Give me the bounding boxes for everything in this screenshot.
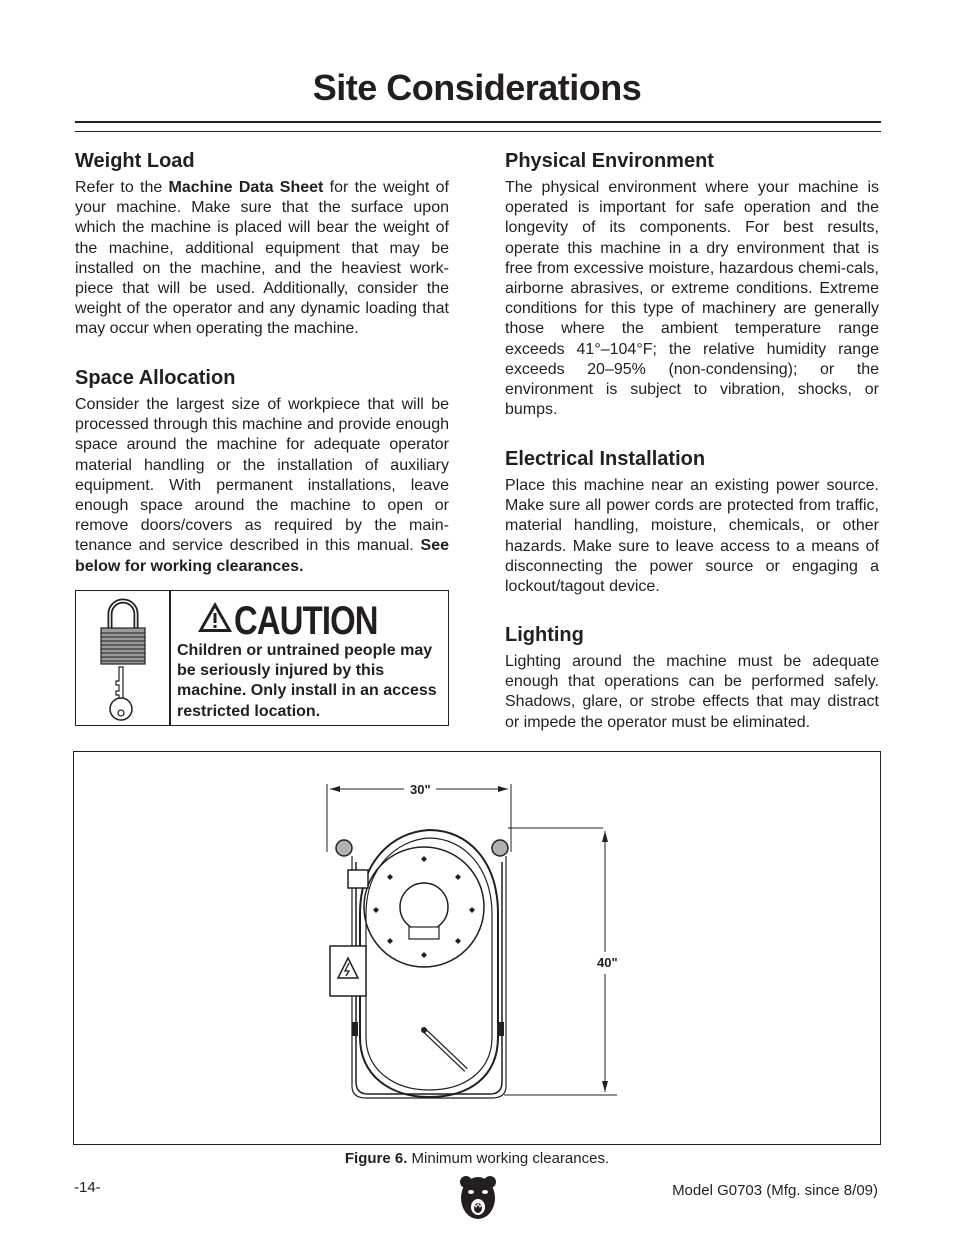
caution-divider: [169, 591, 171, 725]
width-dimension-label: 30": [410, 782, 431, 797]
physical-environment-heading: Physical Environment: [505, 150, 714, 172]
clearances-note: See below for working clearances.: [75, 537, 449, 575]
caution-box: [75, 590, 449, 726]
page-number: -14-: [74, 1179, 101, 1196]
machine-top-view-diagram: [74, 752, 880, 1144]
space-allocation-text: Consider the largest size of workpiece that will be processed through this machine and provide enough space around the machine for adequate operator material handling or the installation of auxiliary equipment. With permanent installations, leave enough space around the machine to open or remove doors/covers as required by the main-tenance and service described in this manual. See below for working clearances.: [75, 396, 449, 575]
lighting-text: Lighting around the machine must be adequate enough that operations can be performed safely. Shadows, glare, or strobe effects that may distract or impede the operator must be eliminated.: [505, 653, 879, 731]
page-title: Site Considerations: [312, 67, 642, 108]
lighting-heading: Lighting: [505, 624, 584, 646]
weight-load-heading: Weight Load: [75, 150, 195, 172]
caution-heading: CAUTION: [234, 599, 378, 643]
weight-load-text: Refer to the Machine Data Sheet for the weight of your machine. Make sure that the surface upon which the machine is placed will bear the weight of the machine, additional equipment that may be installed on the machine, and the heaviest work-piece that will be used. Additionally, consider the weight of the operator and any dynamic loading that may occur when operating the machine.: [75, 179, 449, 338]
space-allocation-heading: Space Allocation: [75, 367, 236, 389]
key-icon: [106, 665, 136, 723]
caution-text: Children or untrained people may be seriously injured by this machine. Only install in an access restricted location.: [177, 642, 437, 720]
figure-box: [73, 751, 881, 1145]
depth-dimension-label: 40": [597, 955, 618, 970]
electrical-hazard-icon: [334, 950, 362, 992]
grizzly-bear-logo: [458, 1174, 498, 1222]
title-rule-bottom: [75, 131, 881, 132]
figure-caption: Figure 6. Minimum working clearances.: [344, 1150, 610, 1167]
model-line: Model G0703 (Mfg. since 8/09): [672, 1182, 878, 1199]
machine-data-sheet-ref: Machine Data Sheet: [168, 179, 324, 196]
figure-number: Figure 6.: [344, 1150, 408, 1167]
title-rule-top: [75, 121, 881, 123]
electrical-installation-text: Place this machine near an existing power source. Make sure all power cords are protected from traffic, material handling, moisture, chemicals, or other hazards. Make sure to leave access to a means of disconnecting the power source or engaging a lockout/tagout device.: [505, 477, 879, 596]
electrical-installation-heading: Electrical Installation: [505, 448, 706, 470]
physical-environment-text: The physical environment where your machine is operated is important for safe operation and the longevity of its components. For best results, operate this machine in a dry environment that is free from excessive moisture, hazardous chemi-cals, airborne abrasives, or extreme conditions. Extreme conditions for this type of machinery are generally those where the ambient temperature range exceeds 41°–104°F; the relative humidity range exceeds 20–95% (non-condensing); or the environment is subject to vibration, shocks, or bumps.: [505, 179, 879, 419]
warning-triangle-icon: [197, 601, 233, 633]
